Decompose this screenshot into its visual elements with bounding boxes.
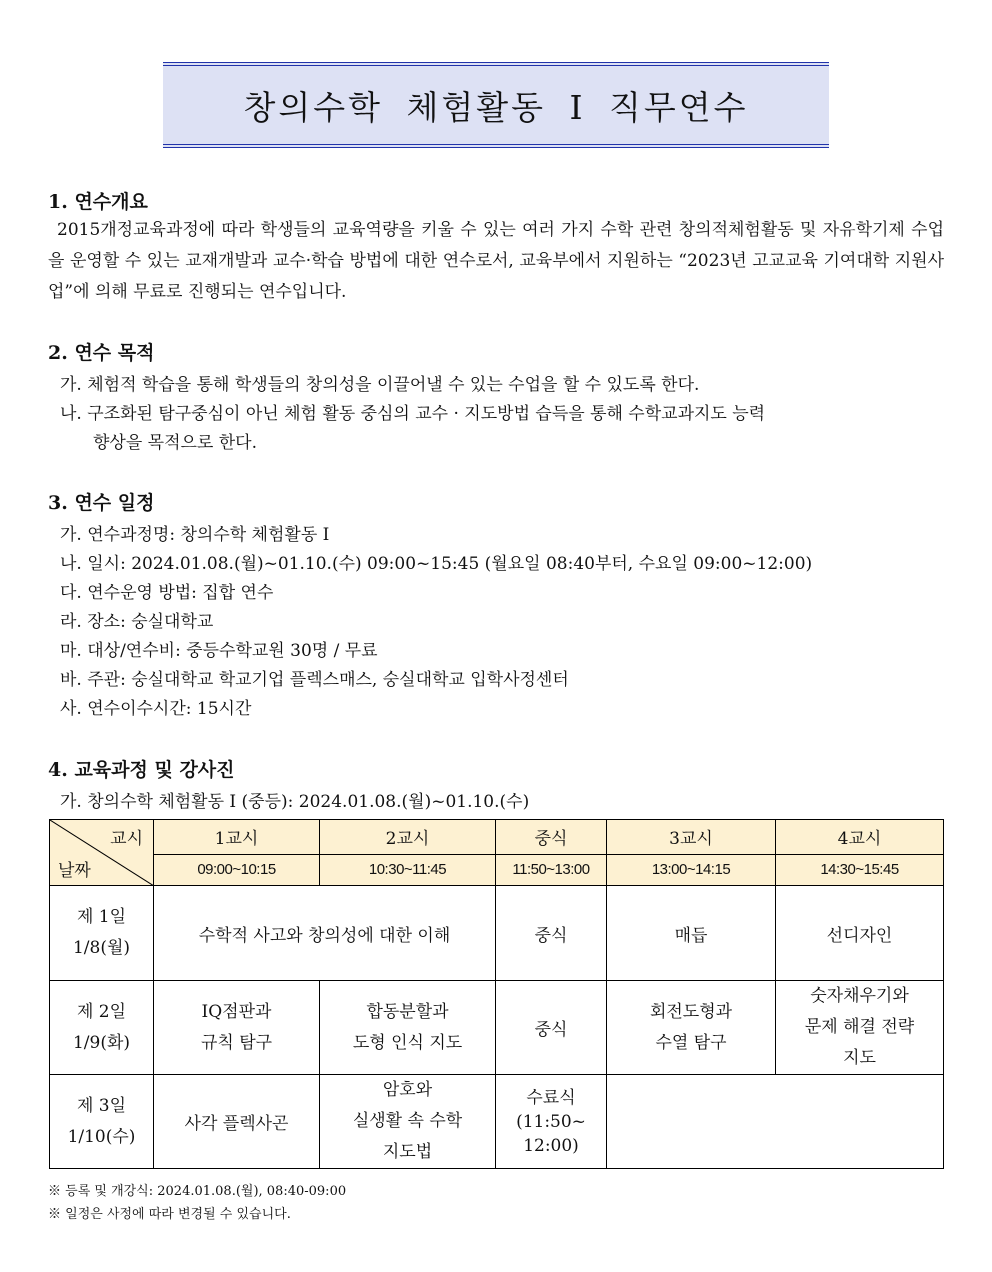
title-banner	[163, 62, 829, 148]
schedule-item-7: 사. 연수이수시간: 15시간	[60, 699, 252, 719]
note-schedule-change: ※ 일정은 사정에 따라 변경될 수 있습니다.	[48, 1207, 291, 1222]
day2-p2-line2: 도형 인식 지도	[352, 1032, 463, 1053]
day2-p3-line2: 수열 탐구	[655, 1032, 727, 1053]
table-row-day2	[50, 981, 944, 1075]
day2-period-4	[776, 981, 944, 1075]
section-1-body: 2015개정교육과정에 따라 학생들의 교육역량을 키울 수 있는 여러 가지 수학 관련 창의적체험활동 및 자유학기제 수업을 운영할 수 있는 교재개발과 교수·학습 방법에 대한 연수로서, 교육부에서 지원하는 “2023년 고교교육 기여대학 지원사업”에 의해 무료로 진행되는 연수입니다.	[48, 220, 944, 302]
table-row-day3	[50, 1075, 944, 1169]
table-time-row	[50, 854, 944, 885]
time-1: 09:00~10:15	[154, 854, 320, 885]
day2-p3-line1: 회전도형과	[649, 1001, 733, 1022]
day2-label	[50, 981, 154, 1075]
period-header-2: 2교시	[320, 820, 496, 855]
day1-label	[50, 886, 154, 981]
day3-empty	[607, 1075, 944, 1169]
day1-date: 1/8(월)	[72, 938, 131, 958]
day1-period-4: 선디자인	[776, 886, 944, 981]
day2-period-2	[320, 981, 496, 1075]
table-header-row	[50, 820, 944, 855]
day3-p2-line2: 실생활 속 수학	[352, 1111, 463, 1131]
day2-p4-line1: 숫자채우기와	[810, 986, 909, 1006]
purpose-item-1: 가. 체험적 학습을 통해 학생들의 창의성을 이끌어낼 수 있는 수업을 할 수 있도록 한다.	[60, 375, 700, 395]
day1-session-merged: 수학적 사고와 창의성에 대한 이해	[154, 886, 496, 981]
day3-p2-line1: 암호와	[382, 1080, 433, 1100]
schedule-item-4: 라. 장소: 숭실대학교	[60, 612, 214, 632]
schedule-item-1: 가. 연수과정명: 창의수학 체험활동 Ⅰ	[60, 525, 330, 545]
day3-period-2	[320, 1075, 496, 1169]
section-2-heading: 2. 연수 목적	[48, 342, 155, 364]
period-header-1: 1교시	[154, 820, 320, 855]
day3-closing	[496, 1075, 607, 1169]
day3-date: 1/10(수)	[67, 1126, 136, 1147]
day3-p2-line3: 지도법	[382, 1142, 433, 1162]
schedule-item-2: 나. 일시: 2024.01.08.(월)~01.10.(수) 09:00~15:45 (월요일 08:40부터, 수요일 09:00~12:00)	[60, 554, 813, 574]
section-1-heading: 1. 연수개요	[48, 191, 148, 213]
section-3-heading: 3. 연수 일정	[48, 492, 155, 514]
schedule-item-5: 마. 대상/연수비: 중등수학교원 30명 / 무료	[60, 641, 378, 661]
page-title: 창의수학 체험활동 Ⅰ 직무연수	[243, 87, 749, 127]
day2-p4-line2: 문제 해결 전략	[804, 1017, 915, 1037]
purpose-item-2: 나. 구조화된 탐구중심이 아닌 체험 활동 중심의 교수 · 지도방법 습득을 통해 수학교과지도 능력	[60, 404, 766, 424]
time-3: 13:00~14:15	[607, 854, 776, 885]
day2-p1-line2: 규칙 탐구	[200, 1032, 273, 1053]
period-header-4: 4교시	[776, 820, 944, 855]
day3-period-1: 사각 플렉사곤	[154, 1075, 320, 1169]
time-2: 10:30~11:45	[320, 854, 496, 885]
day2-number: 제 2일	[76, 1001, 127, 1022]
day1-lunch: 중식	[496, 886, 607, 981]
time-4: 14:30~15:45	[776, 854, 944, 885]
day3-closing-line1: 수료식	[526, 1087, 576, 1108]
course-subtitle: 가. 창의수학 체험활동 Ⅰ (중등): 2024.01.08.(월)~01.10.(수)	[60, 792, 530, 812]
schedule-item-3: 다. 연수운영 방법: 집합 연수	[60, 583, 274, 603]
period-header-lunch: 중식	[496, 820, 607, 855]
day3-number: 제 3일	[76, 1095, 127, 1116]
table-row-day1	[50, 886, 944, 981]
table-corner-cell	[50, 820, 154, 886]
day3-closing-line2: (11:50~	[516, 1111, 586, 1132]
day2-date: 1/9(화)	[72, 1032, 131, 1053]
corner-date-label: 날짜	[58, 861, 91, 881]
time-lunch: 11:50~13:00	[496, 854, 607, 885]
schedule-table	[49, 819, 944, 1169]
schedule-item-6: 바. 주관: 숭실대학교 학교기업 플렉스매스, 숭실대학교 입학사정센터	[60, 670, 569, 690]
day2-p4-line3: 지도	[843, 1048, 876, 1068]
day1-period-3: 매듭	[607, 886, 776, 981]
day2-period-3	[607, 981, 776, 1075]
day2-period-1	[154, 981, 320, 1075]
day2-lunch: 중식	[496, 981, 607, 1075]
day3-closing-line3: 12:00)	[523, 1135, 579, 1156]
note-registration: ※ 등록 및 개강식: 2024.01.08.(월), 08:40-09:00	[48, 1184, 347, 1199]
purpose-item-2-cont: 향상을 목적으로 한다.	[93, 433, 258, 453]
corner-period-label: 교시	[110, 829, 143, 849]
day3-label	[50, 1075, 154, 1169]
day1-number: 제 1일	[76, 907, 127, 927]
day2-p2-line1: 합동분할과	[366, 1001, 449, 1022]
day2-p1-line1: IQ점판과	[201, 1001, 272, 1022]
section-4-heading: 4. 교육과정 및 강사진	[48, 759, 235, 781]
period-header-3: 3교시	[607, 820, 776, 855]
